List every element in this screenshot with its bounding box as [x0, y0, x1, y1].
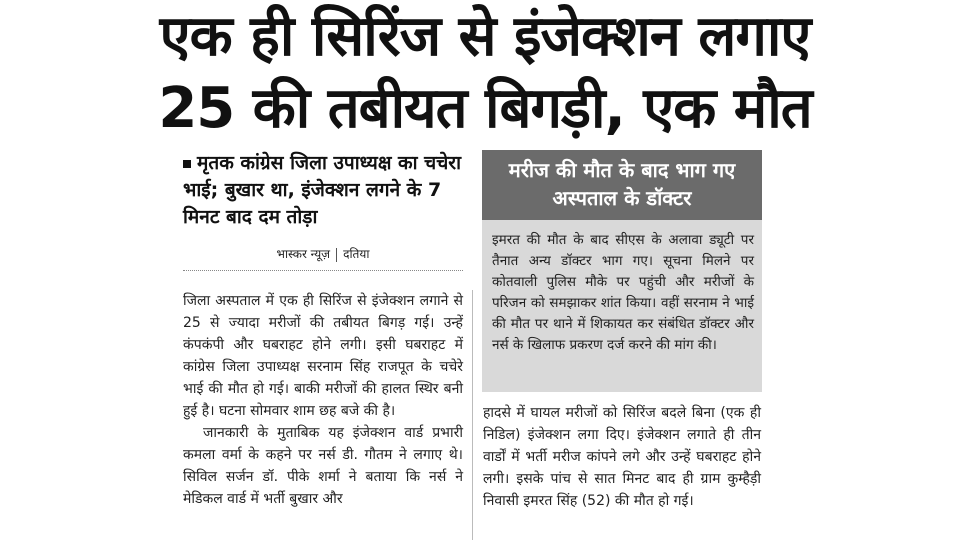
- article-paragraph-1: जिला अस्पताल में एक ही सिरिंज से इंजेक्शन लगाने से 25 से ज्यादा मरीजों की तबीयत बिगड़ गई। उन्हें कंपकंपी और घबराहट होने लगी। इसी घबराहट में कांग्रेस जिला उपाध्यक्ष सरनाम सिंह राजपूत के चचेरे भाई की मौत हो गई। बाकी मरीजों की हालत स्थिर बनी हुई है। घटना सोमवार शाम छह बजे की है।: [183, 293, 463, 419]
- byline: [183, 245, 463, 262]
- byline-location: दतिया: [343, 247, 370, 261]
- byline-divider: [183, 270, 463, 271]
- byline-source: भास्कर न्यूज़: [276, 247, 331, 261]
- article-column-1: [183, 290, 463, 510]
- article-column-2: [483, 402, 761, 512]
- bullet-icon: [183, 160, 191, 168]
- subheadline: [183, 150, 463, 231]
- article-paragraph-2: जानकारी के मुताबिक यह इंजेक्शन वार्ड प्रभारी कमला वर्मा के कहने पर नर्स डी. गौतम ने लगाए थे। सिविल सर्जन डॉ. पीके शर्मा ने बताया कि नर्स ने मेडिकल वार्ड में भर्ती बुखार और: [183, 425, 463, 507]
- article-paragraph-3: हादसे में घायल मरीजों को सिरिंज बदले बिना (एक ही निडिल) इंजेक्शन लगा दिए। इंजेक्शन लगाते ही तीन वार्डों में भर्ती मरीज कांपने लगे और उन्हें घबराहट होने लगी। इसके पांच से सात मिनट बाद ही ग्राम कुम्हैड़ी निवासी इमरत सिंह (52) की मौत हो गई।: [483, 405, 761, 509]
- headline-line-2: 25 की तबीयत बिगड़ी, एक मौत: [158, 76, 812, 141]
- subheadline-text: मृतक कांग्रेस जिला उपाध्यक्ष का चचेरा भाई; बुखार था, इंजेक्शन लगने के 7 मिनट बाद दम तोड़ा: [183, 152, 462, 228]
- sidebar-box: [482, 150, 762, 392]
- column-divider: [472, 290, 473, 540]
- sidebar-body: इमरत की मौत के बाद सीएस के अलावा ड्यूटी पर तैनात अन्य डॉक्टर भाग गए। सूचना मिलने पर कोतवाली पुलिस मौके पर पहुंची और मरीजों के परिजन को समझाकर शांत किया। वहीं सरनाम ने भाई की मौत पर थाने में शिकायत कर संबंधित डॉक्टर और नर्स के खिलाफ प्रकरण दर्ज करने की मांग की।: [492, 232, 754, 353]
- byline-separator: [336, 248, 337, 262]
- sidebar-title: मरीज की मौत के बाद भाग गए अस्पताल के डॉक्टर: [482, 150, 762, 220]
- headline-line-1: एक ही सिरिंज से इंजेक्शन लगाए: [159, 4, 811, 69]
